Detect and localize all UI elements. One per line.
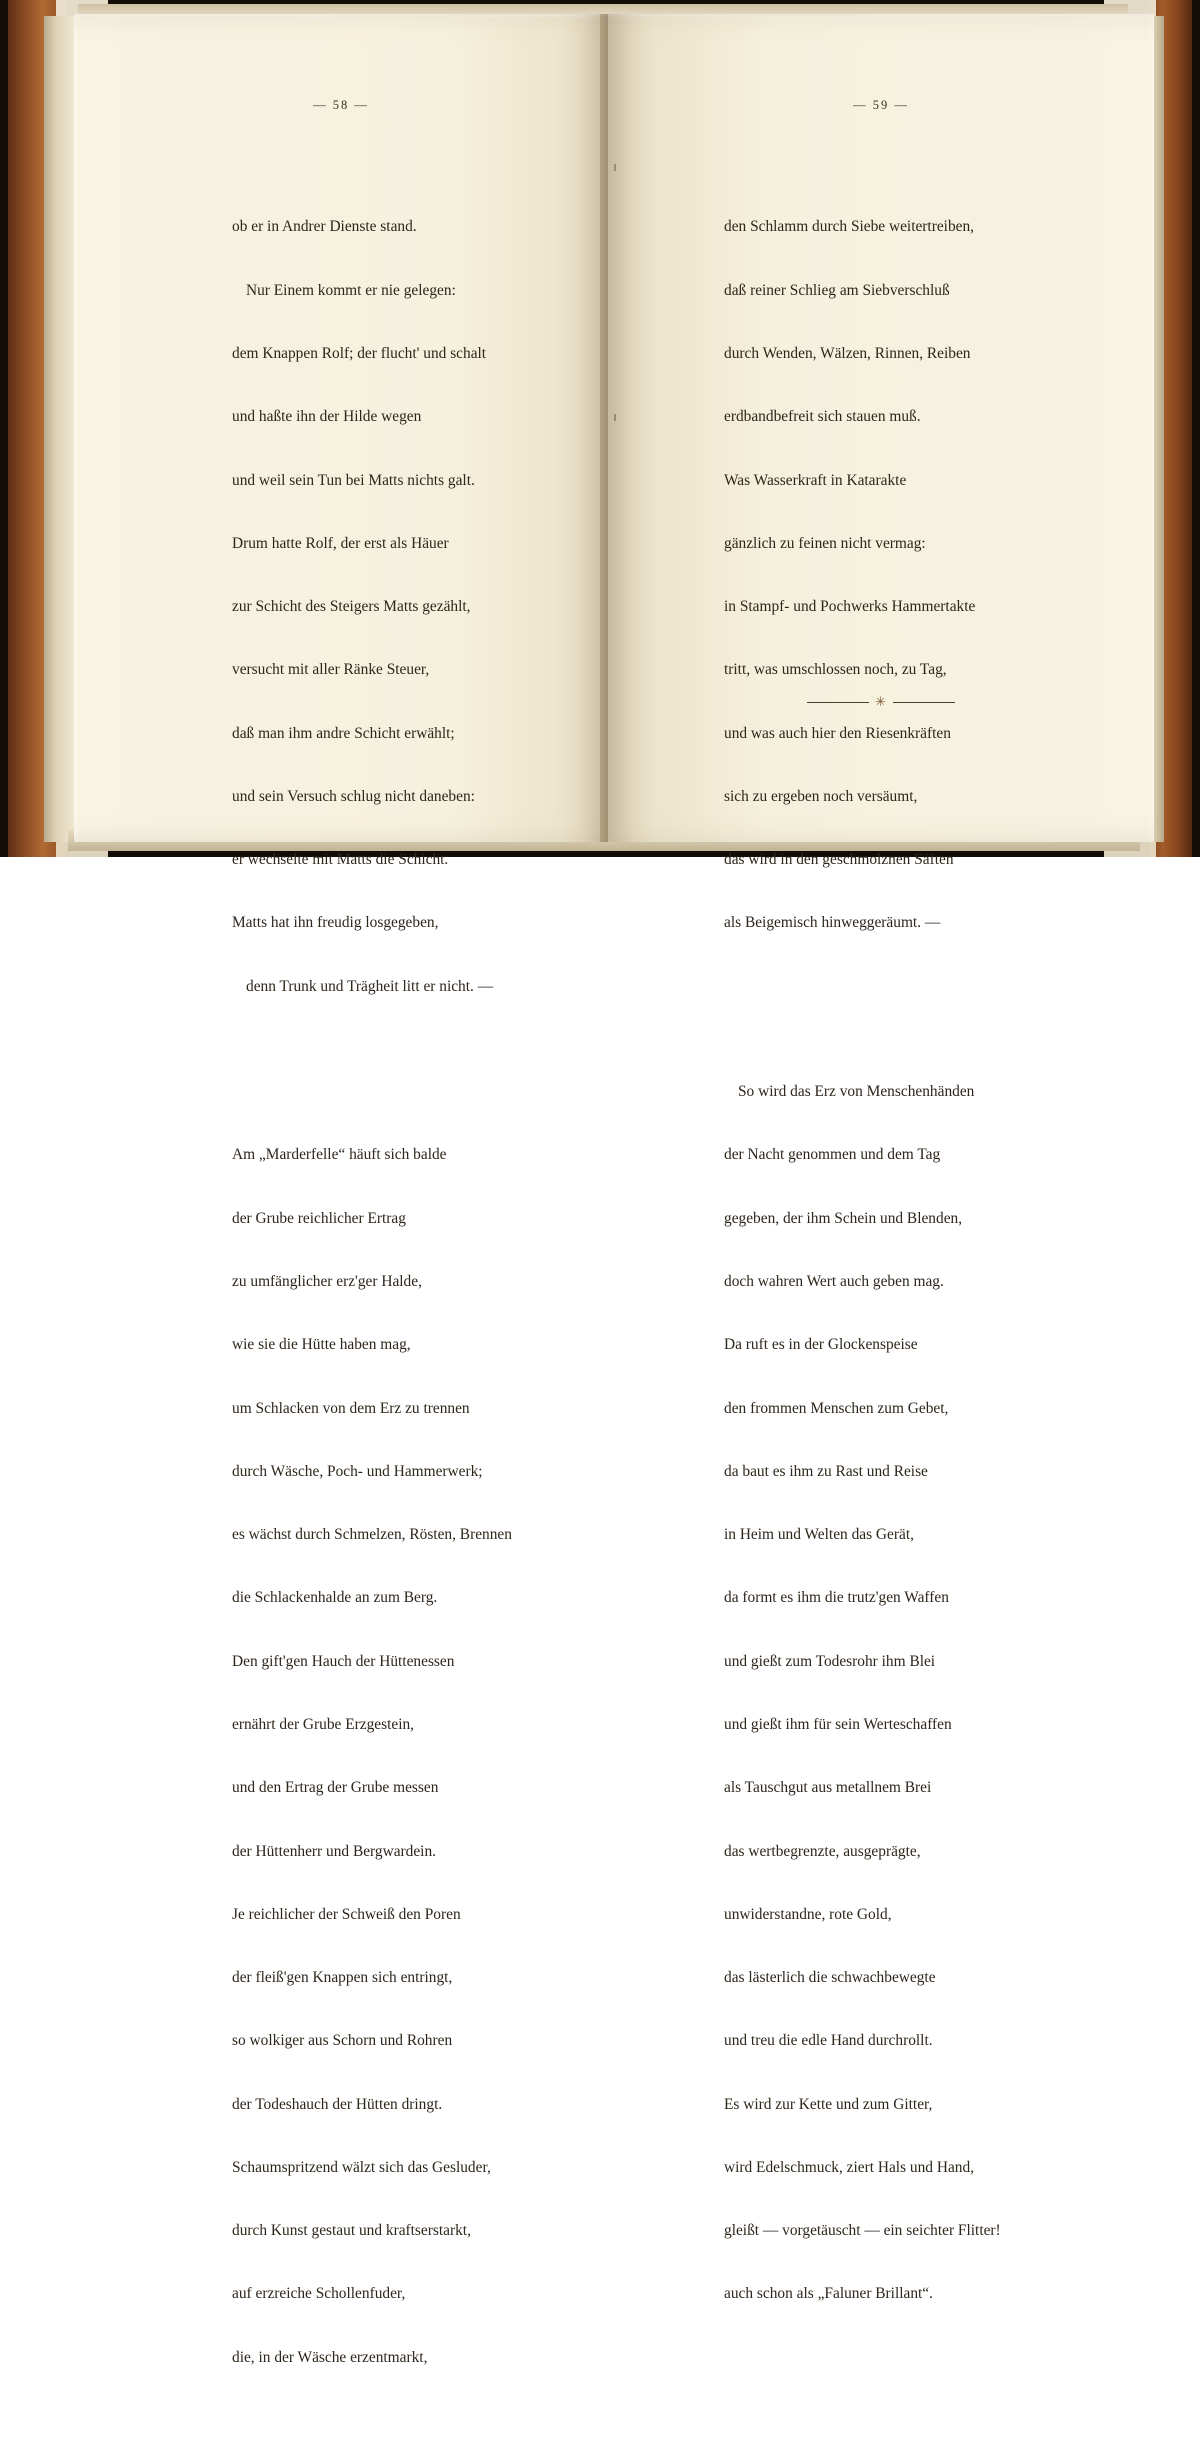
verse-line: erdbandbefreit sich stauen muß. [724,408,921,426]
verse-line: denn Trunk und Trägheit litt er nicht. — [246,977,494,995]
verse-line: wird Edelschmuck, ziert Hals und Hand, [724,2158,975,2176]
poem-text-right [724,132,1001,2389]
verse-line: ob er in Andrer Dienste stand. [232,218,417,236]
stanza [724,1039,1001,2347]
verse-line: durch Wenden, Wälzen, Rinnen, Reiben [724,344,971,362]
verse-line: der Nacht genommen und dem Tag [724,1146,941,1164]
verse-line: der Hüttenherr und Bergwardein. [232,1842,437,1860]
verse-line: gegeben, der ihm Schein und Blenden, [724,1209,963,1227]
stanza [724,174,1001,976]
verse-line: Da ruft es in der Glockenspeise [724,1336,918,1354]
verse-line: doch wahren Wert auch geben mag. [724,1272,944,1290]
verse-line: ernährt der Grube Erzgestein, [232,1715,415,1733]
verse-line: daß man ihm andre Schicht erwählt; [232,724,455,742]
verse-line: in Heim und Welten das Gerät, [724,1526,914,1544]
verse-line: und weil sein Tun bei Matts nichts galt. [232,471,475,489]
poem-text-left [232,132,512,2452]
verse-line: Es wird zur Kette und zum Gitter, [724,2095,933,2113]
verse-line: und haßte ihn der Hilde wegen [232,408,422,426]
verse-line: wie sie die Hütte haben mag, [232,1336,411,1354]
verse-line: Was Wasserkraft in Katarakte [724,471,907,489]
verse-line: gleißt — vorgetäuscht — ein seichter Flitter! [724,2222,1001,2240]
verse-line: Den gift'gen Hauch der Hüttenessen [232,1652,455,1670]
verse-line: durch Wäsche, Poch- und Hammerwerk; [232,1462,483,1480]
verse-line: tritt, was umschlossen noch, zu Tag, [724,661,947,679]
verse-line: Je reichlicher der Schweiß den Poren [232,1905,461,1923]
verse-line: sich zu ergeben noch versäumt, [724,787,918,805]
verse-line: auch schon als „Faluner Brillant“. [724,2285,933,2303]
verse-line: den Schlamm durch Siebe weitertreiben, [724,218,975,236]
stanza [232,1102,512,2410]
verse-line: zur Schicht des Steigers Matts gezählt, [232,598,471,616]
verse-line: es wächst durch Schmelzen, Rösten, Brennen [232,1526,512,1544]
verse-line: unwiderstandne, rote Gold, [724,1905,892,1923]
verse-line: und was auch hier den Riesenkräften [724,724,951,742]
paper-speck [614,414,616,421]
verse-line: und den Ertrag der Grube messen [232,1779,439,1797]
verse-line: Matts hat ihn freudig losgegeben, [232,914,439,932]
ornament-rule-left [807,702,869,703]
verse-line: die Schlackenhalde an zum Berg. [232,1589,438,1607]
verse-line: auf erzreiche Schollenfuder, [232,2285,406,2303]
verse-line: dem Knappen Rolf; der flucht' und schalt [232,344,487,362]
section-ornament [608,694,1154,710]
verse-line: daß reiner Schlieg am Siebverschluß [724,281,950,299]
verse-line: und gießt ihm für sein Werteschaffen [724,1715,952,1733]
verse-line: das wird in den geschmolznen Säften [724,851,954,869]
open-book [8,0,1192,2366]
verse-line: zu umfänglicher erz'ger Halde, [232,1272,422,1290]
verse-line: um Schlacken von dem Erz zu trennen [232,1399,470,1417]
page-block-edge-left [44,16,74,842]
verse-line: Am „Marderfelle“ häuft sich balde [232,1146,447,1164]
verse-line: die, in der Wäsche erzentmarkt, [232,2348,428,2366]
verse-line: in Stampf- und Pochwerks Hammertakte [724,598,976,616]
verse-line: und sein Versuch schlug nicht daneben: [232,787,475,805]
verse-line: und treu die edle Hand durchrollt. [724,2032,933,2050]
ornament-star-icon: ✳ [875,694,887,709]
page-number-right: — 59 — [853,98,909,112]
verse-line: der fleiß'gen Knappen sich entringt, [232,1969,453,1987]
verse-line: als Beigemisch hinweggeräumt. — [724,914,941,932]
verse-line: Nur Einem kommt er nie gelegen: [246,281,456,299]
page-right [608,14,1154,2303]
verse-line: versucht mit aller Ränke Steuer, [232,661,430,679]
verse-line: Schaumspritzend wälzt sich das Gesluder, [232,2158,491,2176]
verse-line: als Tauschgut aus metallnem Brei [724,1779,932,1797]
verse-line: das wertbegrenzte, ausgeprägte, [724,1842,921,1860]
verse-line: das lästerlich die schwachbewegte [724,1969,936,1987]
verse-line: und gießt zum Todesrohr ihm Blei [724,1652,936,1670]
verse-line: den frommen Menschen zum Gebet, [724,1399,949,1417]
verse-line: so wolkiger aus Schorn und Rohren [232,2032,453,2050]
ornament-rule-right [893,702,955,703]
verse-line: da baut es ihm zu Rast und Reise [724,1462,928,1480]
verse-line: der Grube reichlicher Ertrag [232,1209,406,1227]
verse-line: So wird das Erz von Menschenhänden [738,1083,975,1101]
verse-line: Drum hatte Rolf, der erst als Häuer [232,534,449,552]
stanza [232,174,512,1039]
verse-line: da formt es ihm die trutz'gen Waffen [724,1589,949,1607]
verse-line: der Todeshauch der Hütten dringt. [232,2095,443,2113]
verse-line: er wechselte mit Matts die Schicht. [232,851,449,869]
page-number-left: — 58 — [313,98,369,112]
verse-line: gänzlich zu feinen nicht vermag: [724,534,926,552]
paper-speck [614,164,616,171]
page-left [74,14,608,2366]
verse-line: durch Kunst gestaut und kraftserstarkt, [232,2222,471,2240]
